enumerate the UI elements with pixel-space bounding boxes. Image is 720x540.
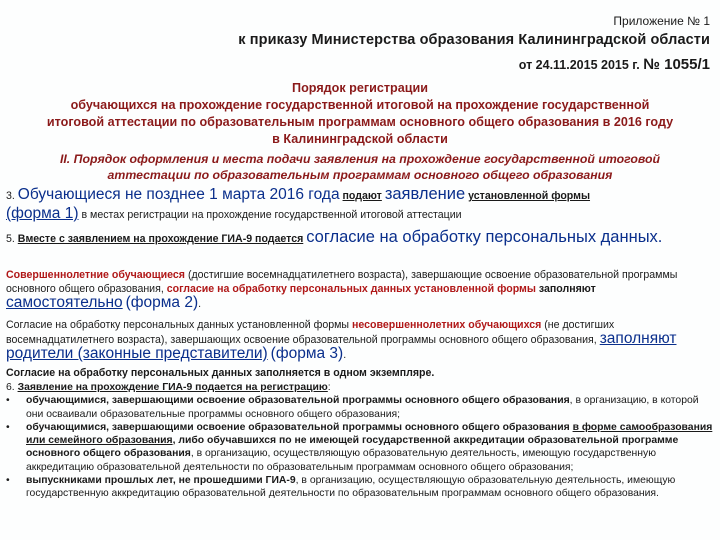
single-copy-note: Согласие на обработку персональных данных заполняется в одном экземпляре.: [6, 367, 435, 379]
adults-self: самостоятельно: [6, 294, 123, 311]
order-line: к приказу Министерства образования Калининградской области: [238, 32, 710, 48]
p6-heading: Заявление на прохождение ГИА-9 подается на регистрацию: [17, 382, 328, 393]
bullet-icon: •: [6, 421, 10, 433]
p3-form-1: (форма 1): [6, 205, 79, 222]
p3-form-type: установленной формы: [468, 190, 591, 202]
paragraph-6: [6, 381, 714, 501]
adults-label: Совершеннолетние обучающиеся: [6, 269, 185, 281]
minors-form-3: (форма 3): [270, 345, 344, 362]
section-2-heading: [4, 151, 716, 183]
b3-rest: , в организацию, осуществляющую образовательную деятельность, имеющую государственную аккредитацию образовательной деятельности по образовательным программам основного общего образования.: [26, 475, 676, 500]
b2-rest: , в организацию, осуществляющую образовательную деятельность, имеющую государственную аккредитацию образовательной деятельности по образовательным программам основного общего образования;: [26, 448, 656, 473]
b2-bold: обучающимися, завершающими освоение образовательной программы основного общего образования: [26, 421, 570, 433]
paragraph-3: [6, 186, 714, 224]
minors-parents: заполняют родители (законные представители): [6, 330, 677, 362]
p6-bullet-list: [6, 394, 714, 500]
document-title: [4, 80, 716, 148]
order-number: № 1055/1: [643, 56, 710, 73]
title-line-1: Порядок регистрации: [292, 81, 428, 95]
section-2-line-1: II. Порядок оформления и места подачи заявления на прохождение государственной итоговой: [59, 152, 661, 166]
p3-place: в местах регистрации на прохождение государственной итоговой аттестации: [81, 209, 462, 221]
paragraph-5: [6, 228, 714, 248]
minors-period: .: [343, 349, 347, 361]
bullet-icon: •: [6, 395, 10, 407]
b2-mid: , либо обучавшихся по не имеющей государственной аккредитации образовательной программе основного общего образования: [26, 435, 679, 460]
p3-deadline: Обучающиеся не позднее 1 марта 2016 года: [17, 186, 340, 203]
adults-consent: согласие на обработку персональных данных установленной формы: [166, 283, 536, 295]
paragraph-minors: [6, 318, 714, 362]
p3-submit: подают: [342, 190, 382, 202]
minors-desc: (не достигших восемнадцатилетнего возраста), завершающих освоение образовательной программы основного общего образования,: [6, 319, 615, 346]
minors-consent: Согласие на обработку персональных данных установленной формы: [6, 319, 350, 331]
p6-heading-line: [6, 381, 714, 394]
bullet-icon: •: [6, 475, 10, 487]
title-line-2: обучающихся на прохождение государственной итоговой на прохождение государственной: [70, 98, 650, 112]
list-item: [6, 474, 714, 501]
b1-rest: , в организацию, в которой они осваивали образовательные программы основного общего образования;: [26, 395, 699, 420]
p5-with-application: Вместе с заявлением на прохождение ГИА-9 подается: [17, 233, 304, 245]
adults-desc: (достигшие восемнадцатилетнего возраста), завершающие освоение образовательной программы основного общего образования,: [6, 269, 678, 295]
p6-colon: :: [327, 382, 331, 393]
list-item: [6, 394, 714, 421]
appendix-label: Приложение № 1: [613, 14, 710, 28]
adults-period: .: [198, 298, 202, 310]
adults-fill: заполняют: [538, 283, 596, 295]
p5-number: 5.: [6, 233, 15, 245]
title-line-3: итоговой аттестации по образовательным программам основного общего образования в 2016 году: [46, 115, 674, 129]
adults-form-2: (форма 2): [125, 294, 199, 311]
b3-bold: выпускниками прошлых лет, не прошедшими ГИА-9: [26, 475, 296, 487]
b1-bold: обучающимися, завершающими освоение образовательной программы основного общего образования: [26, 395, 570, 407]
order-date-number: [519, 56, 710, 73]
p5-consent: согласие на обработку персональных данных.: [306, 228, 663, 246]
title-line-4: в Калининградской области: [272, 132, 448, 146]
b2-self-education: в форме самообразования или семейного образования: [26, 421, 713, 447]
section-2-line-2: аттестации по образовательным программам основного общего образования: [107, 168, 613, 182]
order-date: от 24.11.2015 2015 г.: [518, 58, 640, 72]
p6-number: 6.: [6, 382, 15, 393]
paragraph-adults: [6, 268, 714, 311]
minors-label: несовершеннолетних обучающихся: [352, 319, 542, 331]
p3-application: заявление: [384, 185, 466, 203]
p3-number: 3.: [6, 190, 15, 202]
list-item: [6, 421, 714, 474]
